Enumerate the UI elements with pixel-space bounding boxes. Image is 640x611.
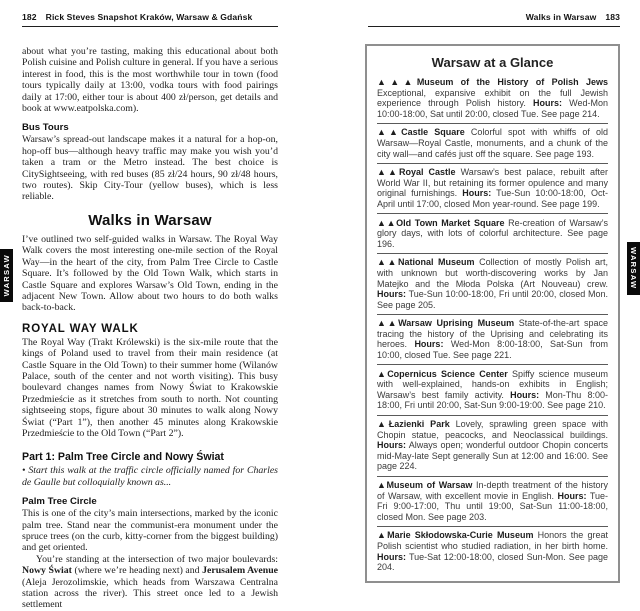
walks-intro-paragraph: I’ve outlined two self-guided walks in Warsaw. The Royal Way Walk covers the most interesting one-mile section of the Royal Way—in the heart of the city, from Palm Tree Circle to Castle Square. It’s followed by the Old Town Walk, which starts in Castle Square and explores Warsaw’s Old Town, ending in the adjacent New Town. Allow about two hours to do both walks back-to-back.: [22, 233, 278, 314]
hours-label: Hours:: [510, 389, 540, 400]
rating-triangles: ▲▲: [377, 217, 397, 228]
sight-name: National Museum: [397, 257, 475, 268]
hours-label: Hours:: [377, 289, 406, 300]
glance-entry-royal-castle: [377, 167, 608, 209]
sight-name: Museum of the History of Polish Jews: [416, 77, 608, 87]
glance-entry-national-museum: [377, 257, 608, 310]
hours-label: Hours:: [462, 188, 492, 199]
right-edge-warsaw-tab: [627, 242, 640, 295]
sight-hours: Always open; wonderful outdoor Chopin concerts mid-May-late Sept generally Sun at 12:00 and 16:00. See page 224.: [377, 440, 608, 472]
entry-divider: [377, 314, 608, 315]
sight-hours: Tue-Fri 9:00-17:00, Thu until 19:00, Sat-Sun 11:00-18:00, closed Mon. See page 203.: [377, 490, 608, 522]
sight-name: Royal Castle: [398, 167, 456, 178]
royal-way-paragraph: The Royal Way (Trakt Królewski) is the six-mile route that the kings of Poland used to travel from their main residence (at Castle Square in the Old Town) to their summer home (Wilanów Palace, south of the center and not worth visiting). This busy boulevard changes names from Nowy Świat to Krakowskie Przedmieście as it stretches from south to north. Not counting sightseeing stops, figure about 30 minutes to walk along Nowy Świat (“Part 1”), then another 45 minutes along Krakowskie Przedmieście to the Old Town (“Part 2”).: [22, 336, 278, 439]
chapter-title: Walks in Warsaw: [525, 12, 597, 22]
glance-entry-old-town-market-square: [377, 218, 608, 250]
sight-hours: Tue-Sun 10:00-18:00, Oct-April until 17:00, closed Mon year-round. See page 199.: [377, 188, 608, 209]
part1-heading: Part 1: Palm Tree Circle and Nowy Świat: [22, 451, 224, 464]
sight-description: Spiffy science museum with well-explained, hands-on exhibits in English; Warsaw’s best family activity.: [377, 368, 608, 400]
rating-triangles: ▲: [377, 368, 388, 379]
entry-divider: [377, 123, 608, 124]
rating-triangles: ▲▲: [377, 257, 398, 268]
glance-box-title: Warsaw at a Glance: [431, 55, 554, 70]
entry-divider: [377, 476, 608, 477]
glance-entry-copernicus-science-center: [377, 369, 608, 411]
right-tab-label: WARSAW: [629, 247, 638, 290]
left-running-header: [22, 12, 278, 27]
glance-entry-curie-museum: [377, 530, 608, 572]
sight-name: Museum of Warsaw: [386, 480, 473, 490]
sight-name: Warsaw Uprising Museum: [398, 318, 515, 329]
palm-tree-circle-heading: Palm Tree Circle: [22, 496, 97, 508]
sight-hours: Wed-Mon 8:00-18:00, Sat-Sun from 10:00, closed Tue. See page 221.: [377, 339, 608, 361]
rating-triangles: ▲: [377, 530, 388, 541]
hours-label: Hours:: [414, 339, 444, 350]
entry-divider: [377, 253, 608, 254]
bus-tours-heading: Bus Tours: [22, 122, 69, 134]
jerusalem-avenue-bold: Jerusalem Avenue: [202, 565, 278, 577]
left-tab-label: WARSAW: [2, 254, 11, 297]
hours-label: Hours:: [557, 490, 587, 501]
standing-text: You’re standing at the intersection of two major boulevards:: [36, 553, 278, 565]
bus-tours-paragraph: Warsaw’s spread-out landscape makes it a natural for a hop-on, hop-off bus—although heavy traffic may make you wish you’d taken a tram or the Metro instead. The best choice is CitySightseeing, with red buses (85 zł/24 hours, 90 zł/48 hours, two routes). Skip City-Tour (yellow buses), which is less reliable.: [22, 134, 278, 203]
book-title: Rick Steves Snapshot Kraków, Warsaw & Gdańsk: [45, 12, 253, 22]
part1-start-note: • Start this walk at the traffic circle officially named for Charles de Gaulle but colloquially known as...: [22, 465, 278, 488]
royal-way-walk-heading: ROYAL WAY WALK: [22, 322, 139, 335]
hours-label: Hours:: [532, 98, 562, 109]
entry-divider: [377, 526, 608, 527]
sight-description: Exceptional, expansive exhibit on the full Jewish experience through Polish history.: [377, 87, 608, 109]
nowy-swiat-bold: Nowy Świat: [22, 565, 72, 577]
glance-entry-lazienki-park: [377, 419, 608, 472]
glance-entry-warsaw-uprising-museum: [377, 318, 608, 360]
sight-name: Copernicus Science Center: [387, 368, 508, 379]
right-running-header: [368, 12, 620, 27]
standing-paragraph: [22, 554, 278, 611]
sight-description: State-of-the-art space tracing the history of the Uprising and celebrating its heroes.: [377, 318, 608, 350]
rating-triangles: ▲▲: [377, 318, 399, 329]
sight-hours: Tue-Sun 10:00-18:00, Fri until 20:00, closed Mon. See page 205.: [377, 289, 608, 310]
sight-hours: Wed-Mon 10:00-18:00, Sat until 20:00, closed Tue. See page 214.: [377, 98, 608, 119]
rating-triangles: ▲: [377, 480, 387, 490]
walks-in-warsaw-heading: Walks in Warsaw: [88, 211, 212, 229]
sight-description: Lovely, sprawling green space with Chopin statue, peacocks, and Neoclassical buildings.: [377, 419, 608, 440]
sight-name: Łazienki Park: [388, 419, 450, 430]
sight-description: In-depth treatment of the history of Warsaw, with excellent movie in English.: [377, 480, 608, 501]
entry-divider: [377, 163, 608, 164]
standing-text: (where we’re heading next) and: [71, 565, 203, 577]
glance-entry-polish-jews-museum: [377, 77, 608, 119]
entry-divider: [377, 364, 608, 365]
warsaw-at-a-glance-box: [365, 44, 620, 583]
sight-description: Warsaw’s best palace, rebuilt after World War II, but retaining its former opulence and many original furnishings.: [377, 167, 609, 199]
hours-label: Hours:: [377, 440, 406, 451]
sight-description: Honors the great Polish scientist who studied radiation, in her birth home.: [377, 530, 608, 551]
entry-divider: [377, 415, 608, 416]
palm-tree-paragraph: This is one of the city’s main intersections, marked by the iconic palm tree. Stand near the communist-era monument under the spruce trees (on the curb, kitty-corner from the biggest building) and get oriented.: [22, 508, 278, 554]
sight-hours: Mon-Thu 8:00-18:00, Fri until 20:00, Sat-Sun 9:00-19:00. See page 210.: [377, 389, 609, 411]
rating-triangles: ▲▲: [377, 167, 399, 178]
hours-label: Hours:: [377, 551, 406, 562]
rating-triangles: ▲▲▲: [377, 77, 417, 87]
rating-triangles: ▲▲: [377, 127, 402, 138]
sight-name: Castle Square: [401, 127, 465, 138]
sight-name: Old Town Market Square: [396, 217, 505, 228]
standing-text: (Aleja Jerozolimskie, which heads from Warszawa Centralna station across the river). This street once led to a Jewish settlement: [22, 576, 278, 611]
sight-name: Marie Skłodowska-Curie Museum: [387, 530, 534, 541]
right-page-number: 183: [605, 12, 620, 22]
glance-entry-museum-of-warsaw: [377, 480, 608, 522]
rating-triangles: ▲: [377, 419, 389, 430]
sight-hours: Tue-Sat 12:00-18:00, closed Sun-Mon. See page 204.: [377, 551, 608, 573]
left-edge-warsaw-tab: [0, 249, 13, 302]
left-page-number: 182: [22, 12, 37, 22]
intro-paragraph: about what you’re tasting, making this educational about both Polish cuisine and Polish culture in general. If you have a serious interest in food, this is the most worthwhile tour in town (food tours typically daily at 13:00, vodka tours with food pairings daily at 17:00, either tour is about 400 zł/person, get details and book at www.eatpolska.com).: [22, 46, 278, 115]
glance-entry-castle-square: [377, 127, 608, 159]
entry-divider: [377, 213, 608, 214]
sight-description: Re-creation of Warsaw’s glory days, with lots of colorful architecture. See page 196.: [377, 217, 608, 249]
sight-description: Colorful spot with whiffs of old Warsaw—Royal Castle, monuments, and a chunk of the city wall—and cafés just off the square. See page 193.: [377, 127, 608, 159]
sight-description: Collection of mostly Polish art, with unknown but worth-discovering works by Jan Matejko and the Młoda Polska (Art Nouveau) crew.: [377, 257, 608, 289]
